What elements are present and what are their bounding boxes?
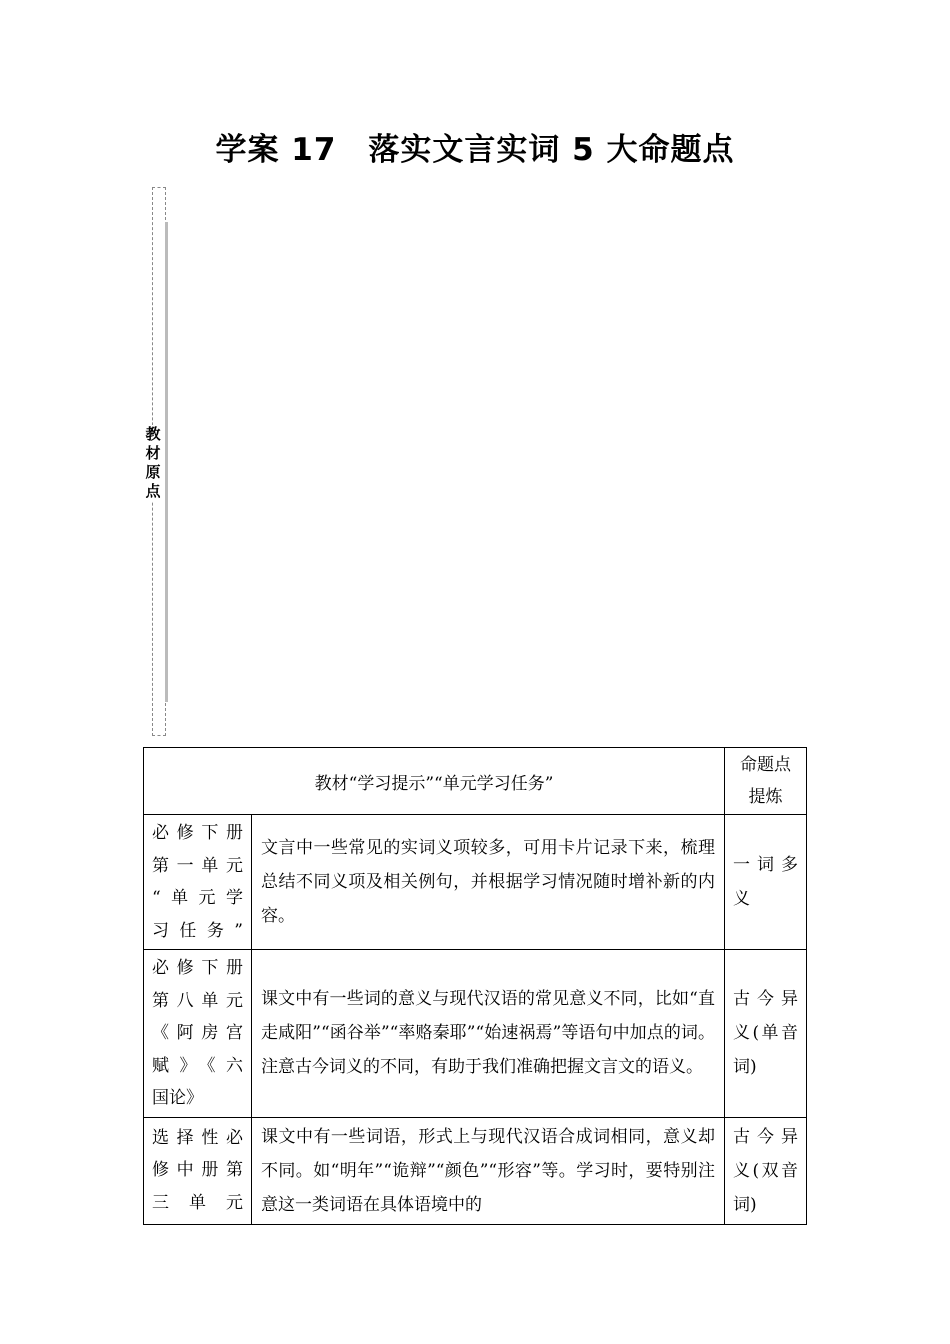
source-line: 《阿房宫 [152,1023,243,1043]
point-line: 词) [733,1057,757,1078]
header-point-cell [725,748,807,815]
point-line: 义 [733,889,751,909]
study-table [143,747,807,1225]
source-line: 第八单元 [152,990,243,1011]
sidebar-rule [165,222,168,702]
header-main-cell: 教材“学习提示”“单元学习任务” [144,748,725,815]
source-cell [144,1117,252,1224]
sidebar-char: 教 [145,425,161,443]
sidebar-char: 材 [145,444,161,462]
source-line: 选择性必 [152,1127,243,1148]
content-cell: 课文中有一些词语，形式上与现代汉语合成词相同，意义却不同。如“明年”“诡辩”“颜色”“形容”等。学习时，要特别注意这一类词语在具体语境中的 [252,1117,725,1224]
header-point-line: 命题点 [740,755,792,775]
source-line: 三单元 [152,1192,243,1213]
header-point-line: 提炼 [748,787,783,807]
content-cell: 文言中一些常见的实词义项较多，可用卡片记录下来，梳理总结不同义项及相关例句，并根据学习情况随时增补新的内容。 [252,815,725,950]
point-cell [725,1117,807,1224]
source-line: 修中册第 [152,1160,243,1181]
content-cell: 课文中有一些词的意义与现代汉语的常见意义不同，比如“直走咸阳”“函谷举”“率赂秦耶”“始速祸焉”等语句中加点的词。注意古今词义的不同，有助于我们准确把握文言文的语义。 [252,950,725,1118]
point-line: 词) [733,1194,757,1215]
point-line: 一词多 [733,855,799,875]
table-header-row [144,748,807,815]
point-line: 古今异 [733,989,799,1010]
source-line: 赋》《六 [152,1055,243,1076]
point-line: 义(单音 [733,1023,799,1044]
source-cell [144,950,252,1118]
source-line: 第一单元 [152,855,243,876]
source-line: 必修下册 [152,823,243,843]
table-row [144,1117,807,1224]
table-row [144,950,807,1118]
source-line: 国论》 [152,1088,203,1108]
sidebar-char: 原 [145,463,161,481]
page-title: 学案 17 落实文言实词 5 大命题点 [215,132,735,168]
point-line: 义(双音 [733,1160,799,1181]
source-cell [144,815,252,950]
point-cell [725,950,807,1118]
table-row [144,815,807,950]
point-line: 古今异 [733,1126,799,1147]
source-line: 习任务” [152,920,243,941]
point-cell [725,815,807,950]
source-line: 必修下册 [152,958,243,978]
source-line: “单元学 [152,888,243,908]
sidebar-label [143,425,163,501]
sidebar-char: 点 [145,482,161,500]
